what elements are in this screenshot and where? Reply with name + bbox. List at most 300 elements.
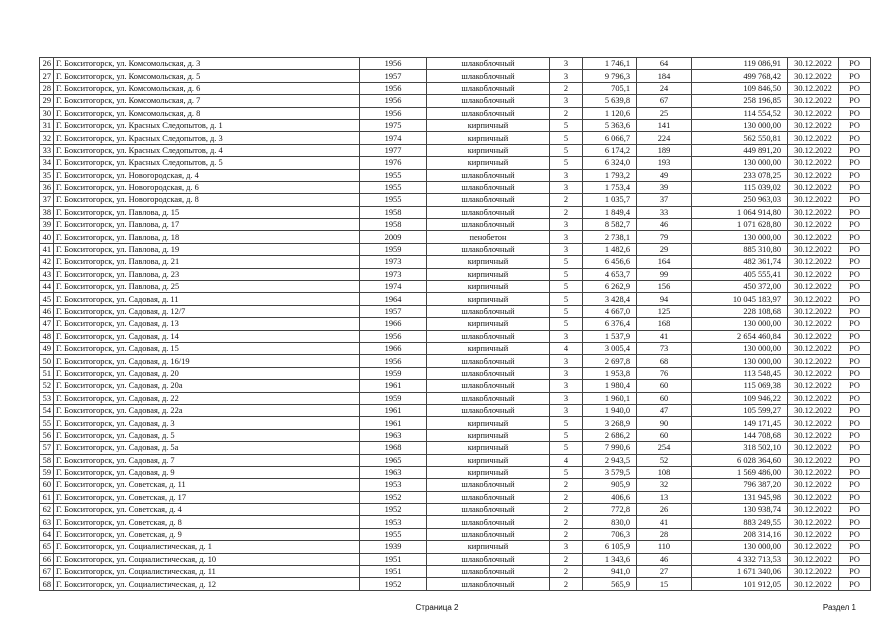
cell-wall-material: кирпичный xyxy=(427,454,550,466)
cell-apartments: 25 xyxy=(637,107,692,119)
cell-row-number: 26 xyxy=(40,58,54,70)
table-row xyxy=(40,442,871,454)
cell-deadline: 30.12.2022 xyxy=(788,380,839,392)
cell-fund-type: РО xyxy=(839,82,871,94)
table-row xyxy=(40,132,871,144)
cell-year-built: 1956 xyxy=(360,330,427,342)
cell-apartments: 60 xyxy=(637,429,692,441)
cell-apartments: 94 xyxy=(637,293,692,305)
cell-address: Г. Бокситогорск, ул. Комсомольская, д. 5 xyxy=(54,70,360,82)
cell-row-number: 65 xyxy=(40,541,54,553)
cell-row-number: 47 xyxy=(40,318,54,330)
cell-address: Г. Бокситогорск, ул. Павлова, д. 19 xyxy=(54,243,360,255)
cell-floors: 5 xyxy=(550,132,583,144)
cell-address: Г. Бокситогорск, ул. Садовая, д. 20 xyxy=(54,367,360,379)
cell-deadline: 30.12.2022 xyxy=(788,95,839,107)
cell-amount: 130 938,74 xyxy=(692,504,788,516)
cell-fund-type: РО xyxy=(839,479,871,491)
cell-floors: 5 xyxy=(550,305,583,317)
cell-wall-material: шлакоблочный xyxy=(427,479,550,491)
table-row xyxy=(40,58,871,70)
cell-year-built: 1961 xyxy=(360,380,427,392)
cell-amount: 109 946,22 xyxy=(692,392,788,404)
cell-fund-type: РО xyxy=(839,58,871,70)
cell-address: Г. Бокситогорск, ул. Новогородская, д. 4 xyxy=(54,169,360,181)
cell-year-built: 1958 xyxy=(360,206,427,218)
cell-wall-material: шлакоблочный xyxy=(427,305,550,317)
cell-area: 3 428,4 xyxy=(583,293,637,305)
cell-row-number: 53 xyxy=(40,392,54,404)
cell-year-built: 1953 xyxy=(360,479,427,491)
cell-wall-material: шлакоблочный xyxy=(427,169,550,181)
cell-fund-type: РО xyxy=(839,219,871,231)
cell-year-built: 1956 xyxy=(360,107,427,119)
cell-floors: 5 xyxy=(550,442,583,454)
cell-apartments: 110 xyxy=(637,541,692,553)
cell-floors: 2 xyxy=(550,491,583,503)
cell-amount: 250 963,03 xyxy=(692,194,788,206)
cell-year-built: 1955 xyxy=(360,528,427,540)
cell-wall-material: шлакоблочный xyxy=(427,528,550,540)
cell-fund-type: РО xyxy=(839,70,871,82)
cell-year-built: 1963 xyxy=(360,429,427,441)
cell-year-built: 1963 xyxy=(360,466,427,478)
cell-address: Г. Бокситогорск, ул. Социалистическая, д. 1 xyxy=(54,541,360,553)
cell-area: 1 537,9 xyxy=(583,330,637,342)
table-row xyxy=(40,566,871,578)
cell-fund-type: РО xyxy=(839,367,871,379)
cell-address: Г. Бокситогорск, ул. Садовая, д. 13 xyxy=(54,318,360,330)
cell-row-number: 58 xyxy=(40,454,54,466)
cell-deadline: 30.12.2022 xyxy=(788,58,839,70)
cell-year-built: 2009 xyxy=(360,231,427,243)
cell-floors: 3 xyxy=(550,95,583,107)
cell-wall-material: шлакоблочный xyxy=(427,491,550,503)
table-row xyxy=(40,268,871,280)
cell-wall-material: кирпичный xyxy=(427,342,550,354)
cell-deadline: 30.12.2022 xyxy=(788,169,839,181)
table-row xyxy=(40,380,871,392)
cell-deadline: 30.12.2022 xyxy=(788,281,839,293)
table-row xyxy=(40,392,871,404)
cell-amount: 208 314,16 xyxy=(692,528,788,540)
cell-fund-type: РО xyxy=(839,293,871,305)
cell-deadline: 30.12.2022 xyxy=(788,504,839,516)
cell-row-number: 54 xyxy=(40,404,54,416)
cell-year-built: 1952 xyxy=(360,578,427,590)
cell-fund-type: РО xyxy=(839,392,871,404)
table-row xyxy=(40,305,871,317)
cell-deadline: 30.12.2022 xyxy=(788,479,839,491)
cell-amount: 4 332 713,53 xyxy=(692,553,788,565)
cell-fund-type: РО xyxy=(839,281,871,293)
cell-deadline: 30.12.2022 xyxy=(788,318,839,330)
cell-fund-type: РО xyxy=(839,404,871,416)
cell-fund-type: РО xyxy=(839,132,871,144)
cell-address: Г. Бокситогорск, ул. Комсомольская, д. 6 xyxy=(54,82,360,94)
cell-address: Г. Бокситогорск, ул. Новогородская, д. 6 xyxy=(54,181,360,193)
cell-row-number: 57 xyxy=(40,442,54,454)
cell-deadline: 30.12.2022 xyxy=(788,82,839,94)
cell-year-built: 1952 xyxy=(360,504,427,516)
cell-amount: 149 171,45 xyxy=(692,417,788,429)
cell-row-number: 34 xyxy=(40,157,54,169)
cell-area: 1 849,4 xyxy=(583,206,637,218)
cell-wall-material: кирпичный xyxy=(427,281,550,293)
cell-floors: 3 xyxy=(550,355,583,367)
cell-address: Г. Бокситогорск, ул. Социалистическая, д. 11 xyxy=(54,566,360,578)
cell-floors: 5 xyxy=(550,429,583,441)
cell-amount: 130 000,00 xyxy=(692,355,788,367)
cell-year-built: 1966 xyxy=(360,318,427,330)
cell-year-built: 1975 xyxy=(360,119,427,131)
table-row xyxy=(40,479,871,491)
cell-wall-material: шлакоблочный xyxy=(427,206,550,218)
table-row xyxy=(40,466,871,478)
table-row xyxy=(40,454,871,466)
cell-apartments: 64 xyxy=(637,58,692,70)
table-row xyxy=(40,119,871,131)
cell-apartments: 68 xyxy=(637,355,692,367)
cell-area: 3 268,9 xyxy=(583,417,637,429)
cell-address: Г. Бокситогорск, ул. Красных Следопытов, д. 1 xyxy=(54,119,360,131)
cell-deadline: 30.12.2022 xyxy=(788,541,839,553)
table-row xyxy=(40,181,871,193)
cell-wall-material: кирпичный xyxy=(427,429,550,441)
cell-year-built: 1977 xyxy=(360,144,427,156)
cell-apartments: 29 xyxy=(637,243,692,255)
cell-area: 2 697,8 xyxy=(583,355,637,367)
cell-amount: 258 196,85 xyxy=(692,95,788,107)
cell-address: Г. Бокситогорск, ул. Павлова, д. 23 xyxy=(54,268,360,280)
cell-wall-material: кирпичный xyxy=(427,541,550,553)
cell-floors: 5 xyxy=(550,268,583,280)
cell-address: Г. Бокситогорск, ул. Садовая, д. 20а xyxy=(54,380,360,392)
table-row xyxy=(40,107,871,119)
cell-address: Г. Бокситогорск, ул. Комсомольская, д. 8 xyxy=(54,107,360,119)
cell-floors: 2 xyxy=(550,107,583,119)
cell-deadline: 30.12.2022 xyxy=(788,144,839,156)
cell-area: 1 035,7 xyxy=(583,194,637,206)
cell-area: 6 174,2 xyxy=(583,144,637,156)
cell-year-built: 1953 xyxy=(360,516,427,528)
cell-fund-type: РО xyxy=(839,528,871,540)
cell-deadline: 30.12.2022 xyxy=(788,194,839,206)
cell-apartments: 125 xyxy=(637,305,692,317)
cell-fund-type: РО xyxy=(839,144,871,156)
cell-amount: 499 768,42 xyxy=(692,70,788,82)
table-row xyxy=(40,206,871,218)
table-row xyxy=(40,342,871,354)
cell-wall-material: шлакоблочный xyxy=(427,553,550,565)
cell-deadline: 30.12.2022 xyxy=(788,442,839,454)
cell-year-built: 1958 xyxy=(360,219,427,231)
cell-deadline: 30.12.2022 xyxy=(788,119,839,131)
cell-floors: 2 xyxy=(550,504,583,516)
cell-wall-material: шлакоблочный xyxy=(427,392,550,404)
cell-row-number: 32 xyxy=(40,132,54,144)
cell-deadline: 30.12.2022 xyxy=(788,466,839,478)
cell-apartments: 60 xyxy=(637,380,692,392)
cell-year-built: 1959 xyxy=(360,243,427,255)
cell-row-number: 68 xyxy=(40,578,54,590)
cell-row-number: 49 xyxy=(40,342,54,354)
cell-apartments: 76 xyxy=(637,367,692,379)
cell-floors: 5 xyxy=(550,144,583,156)
cell-year-built: 1961 xyxy=(360,404,427,416)
cell-row-number: 35 xyxy=(40,169,54,181)
cell-area: 1 953,8 xyxy=(583,367,637,379)
cell-apartments: 90 xyxy=(637,417,692,429)
cell-area: 2 738,1 xyxy=(583,231,637,243)
cell-year-built: 1956 xyxy=(360,95,427,107)
table-row xyxy=(40,157,871,169)
cell-year-built: 1955 xyxy=(360,194,427,206)
cell-wall-material: кирпичный xyxy=(427,293,550,305)
cell-area: 8 582,7 xyxy=(583,219,637,231)
cell-apartments: 47 xyxy=(637,404,692,416)
cell-fund-type: РО xyxy=(839,342,871,354)
cell-amount: 130 000,00 xyxy=(692,342,788,354)
cell-address: Г. Бокситогорск, ул. Садовая, д. 14 xyxy=(54,330,360,342)
cell-area: 1 980,4 xyxy=(583,380,637,392)
cell-year-built: 1959 xyxy=(360,392,427,404)
cell-fund-type: РО xyxy=(839,206,871,218)
cell-amount: 1 671 340,06 xyxy=(692,566,788,578)
cell-wall-material: кирпичный xyxy=(427,442,550,454)
cell-year-built: 1976 xyxy=(360,157,427,169)
cell-apartments: 67 xyxy=(637,95,692,107)
cell-floors: 2 xyxy=(550,553,583,565)
cell-deadline: 30.12.2022 xyxy=(788,305,839,317)
cell-amount: 796 387,20 xyxy=(692,479,788,491)
cell-year-built: 1951 xyxy=(360,566,427,578)
cell-deadline: 30.12.2022 xyxy=(788,107,839,119)
cell-row-number: 36 xyxy=(40,181,54,193)
cell-wall-material: шлакоблочный xyxy=(427,70,550,82)
cell-floors: 3 xyxy=(550,219,583,231)
cell-area: 5 363,6 xyxy=(583,119,637,131)
cell-floors: 3 xyxy=(550,330,583,342)
cell-row-number: 27 xyxy=(40,70,54,82)
cell-fund-type: РО xyxy=(839,442,871,454)
cell-floors: 5 xyxy=(550,119,583,131)
cell-fund-type: РО xyxy=(839,454,871,466)
cell-amount: 885 310,80 xyxy=(692,243,788,255)
cell-deadline: 30.12.2022 xyxy=(788,392,839,404)
cell-amount: 1 071 628,80 xyxy=(692,219,788,231)
cell-row-number: 51 xyxy=(40,367,54,379)
cell-amount: 6 028 364,60 xyxy=(692,454,788,466)
cell-year-built: 1964 xyxy=(360,293,427,305)
cell-fund-type: РО xyxy=(839,491,871,503)
cell-apartments: 254 xyxy=(637,442,692,454)
cell-fund-type: РО xyxy=(839,169,871,181)
table-row xyxy=(40,541,871,553)
cell-row-number: 67 xyxy=(40,566,54,578)
cell-address: Г. Бокситогорск, ул. Павлова, д. 17 xyxy=(54,219,360,231)
cell-deadline: 30.12.2022 xyxy=(788,528,839,540)
cell-deadline: 30.12.2022 xyxy=(788,256,839,268)
cell-deadline: 30.12.2022 xyxy=(788,417,839,429)
cell-wall-material: шлакоблочный xyxy=(427,404,550,416)
cell-wall-material: шлакоблочный xyxy=(427,330,550,342)
cell-apartments: 15 xyxy=(637,578,692,590)
table-row xyxy=(40,330,871,342)
cell-amount: 101 912,05 xyxy=(692,578,788,590)
cell-amount: 10 045 183,97 xyxy=(692,293,788,305)
cell-floors: 4 xyxy=(550,342,583,354)
cell-address: Г. Бокситогорск, ул. Садовая, д. 5а xyxy=(54,442,360,454)
cell-deadline: 30.12.2022 xyxy=(788,355,839,367)
cell-fund-type: РО xyxy=(839,578,871,590)
cell-apartments: 141 xyxy=(637,119,692,131)
cell-year-built: 1973 xyxy=(360,256,427,268)
cell-area: 3 579,5 xyxy=(583,466,637,478)
cell-address: Г. Бокситогорск, ул. Советская, д. 8 xyxy=(54,516,360,528)
cell-amount: 115 039,02 xyxy=(692,181,788,193)
table-row xyxy=(40,70,871,82)
cell-fund-type: РО xyxy=(839,429,871,441)
cell-apartments: 73 xyxy=(637,342,692,354)
cell-floors: 2 xyxy=(550,206,583,218)
table-row xyxy=(40,367,871,379)
cell-wall-material: кирпичный xyxy=(427,132,550,144)
cell-floors: 5 xyxy=(550,281,583,293)
cell-fund-type: РО xyxy=(839,268,871,280)
cell-wall-material: шлакоблочный xyxy=(427,355,550,367)
cell-fund-type: РО xyxy=(839,256,871,268)
cell-amount: 119 086,91 xyxy=(692,58,788,70)
cell-fund-type: РО xyxy=(839,107,871,119)
cell-apartments: 164 xyxy=(637,256,692,268)
cell-fund-type: РО xyxy=(839,181,871,193)
cell-address: Г. Бокситогорск, ул. Садовая, д. 7 xyxy=(54,454,360,466)
cell-wall-material: кирпичный xyxy=(427,119,550,131)
cell-floors: 2 xyxy=(550,194,583,206)
cell-deadline: 30.12.2022 xyxy=(788,491,839,503)
cell-area: 2 686,2 xyxy=(583,429,637,441)
cell-row-number: 60 xyxy=(40,479,54,491)
cell-wall-material: кирпичный xyxy=(427,256,550,268)
cell-year-built: 1956 xyxy=(360,82,427,94)
cell-address: Г. Бокситогорск, ул. Красных Следопытов, д. 4 xyxy=(54,144,360,156)
cell-fund-type: РО xyxy=(839,305,871,317)
cell-fund-type: РО xyxy=(839,243,871,255)
cell-wall-material: кирпичный xyxy=(427,268,550,280)
cell-year-built: 1955 xyxy=(360,169,427,181)
cell-fund-type: РО xyxy=(839,157,871,169)
cell-year-built: 1957 xyxy=(360,305,427,317)
cell-deadline: 30.12.2022 xyxy=(788,243,839,255)
cell-area: 1 482,6 xyxy=(583,243,637,255)
cell-floors: 3 xyxy=(550,181,583,193)
cell-amount: 109 846,50 xyxy=(692,82,788,94)
cell-wall-material: кирпичный xyxy=(427,157,550,169)
cell-row-number: 62 xyxy=(40,504,54,516)
cell-row-number: 38 xyxy=(40,206,54,218)
cell-area: 7 990,6 xyxy=(583,442,637,454)
table-row xyxy=(40,281,871,293)
table-row xyxy=(40,504,871,516)
cell-wall-material: шлакоблочный xyxy=(427,107,550,119)
housing-registry-table xyxy=(39,57,871,591)
cell-wall-material: шлакоблочный xyxy=(427,243,550,255)
cell-year-built: 1974 xyxy=(360,132,427,144)
cell-floors: 2 xyxy=(550,516,583,528)
cell-address: Г. Бокситогорск, ул. Красных Следопытов, д. 3 xyxy=(54,132,360,144)
cell-wall-material: шлакоблочный xyxy=(427,58,550,70)
cell-deadline: 30.12.2022 xyxy=(788,553,839,565)
cell-deadline: 30.12.2022 xyxy=(788,578,839,590)
cell-address: Г. Бокситогорск, ул. Садовая, д. 12/7 xyxy=(54,305,360,317)
cell-apartments: 27 xyxy=(637,566,692,578)
cell-deadline: 30.12.2022 xyxy=(788,454,839,466)
cell-area: 705,1 xyxy=(583,82,637,94)
cell-row-number: 66 xyxy=(40,553,54,565)
cell-apartments: 224 xyxy=(637,132,692,144)
cell-deadline: 30.12.2022 xyxy=(788,367,839,379)
cell-row-number: 29 xyxy=(40,95,54,107)
cell-row-number: 41 xyxy=(40,243,54,255)
cell-amount: 1 064 914,80 xyxy=(692,206,788,218)
cell-floors: 3 xyxy=(550,380,583,392)
cell-row-number: 33 xyxy=(40,144,54,156)
cell-deadline: 30.12.2022 xyxy=(788,566,839,578)
cell-row-number: 59 xyxy=(40,466,54,478)
cell-address: Г. Бокситогорск, ул. Советская, д. 11 xyxy=(54,479,360,491)
table-row xyxy=(40,318,871,330)
cell-fund-type: РО xyxy=(839,504,871,516)
cell-wall-material: шлакоблочный xyxy=(427,219,550,231)
cell-address: Г. Бокситогорск, ул. Социалистическая, д. 10 xyxy=(54,553,360,565)
cell-year-built: 1955 xyxy=(360,181,427,193)
cell-area: 6 324,0 xyxy=(583,157,637,169)
cell-fund-type: РО xyxy=(839,417,871,429)
cell-fund-type: РО xyxy=(839,355,871,367)
cell-row-number: 61 xyxy=(40,491,54,503)
cell-address: Г. Бокситогорск, ул. Садовая, д. 16/19 xyxy=(54,355,360,367)
cell-amount: 228 108,68 xyxy=(692,305,788,317)
cell-area: 1 940,0 xyxy=(583,404,637,416)
cell-fund-type: РО xyxy=(839,466,871,478)
cell-row-number: 63 xyxy=(40,516,54,528)
cell-year-built: 1956 xyxy=(360,355,427,367)
cell-area: 6 262,9 xyxy=(583,281,637,293)
cell-area: 830,0 xyxy=(583,516,637,528)
cell-amount: 883 249,55 xyxy=(692,516,788,528)
cell-floors: 5 xyxy=(550,318,583,330)
cell-amount: 449 891,20 xyxy=(692,144,788,156)
cell-amount: 130 000,00 xyxy=(692,318,788,330)
cell-floors: 3 xyxy=(550,392,583,404)
cell-fund-type: РО xyxy=(839,318,871,330)
table-row xyxy=(40,256,871,268)
cell-apartments: 60 xyxy=(637,392,692,404)
cell-area: 1 120,6 xyxy=(583,107,637,119)
cell-year-built: 1973 xyxy=(360,268,427,280)
cell-address: Г. Бокситогорск, ул. Советская, д. 17 xyxy=(54,491,360,503)
cell-row-number: 40 xyxy=(40,231,54,243)
cell-apartments: 79 xyxy=(637,231,692,243)
cell-amount: 405 555,41 xyxy=(692,268,788,280)
cell-fund-type: РО xyxy=(839,380,871,392)
cell-year-built: 1951 xyxy=(360,553,427,565)
cell-wall-material: шлакоблочный xyxy=(427,95,550,107)
cell-year-built: 1965 xyxy=(360,454,427,466)
cell-area: 4 667,0 xyxy=(583,305,637,317)
cell-apartments: 41 xyxy=(637,516,692,528)
